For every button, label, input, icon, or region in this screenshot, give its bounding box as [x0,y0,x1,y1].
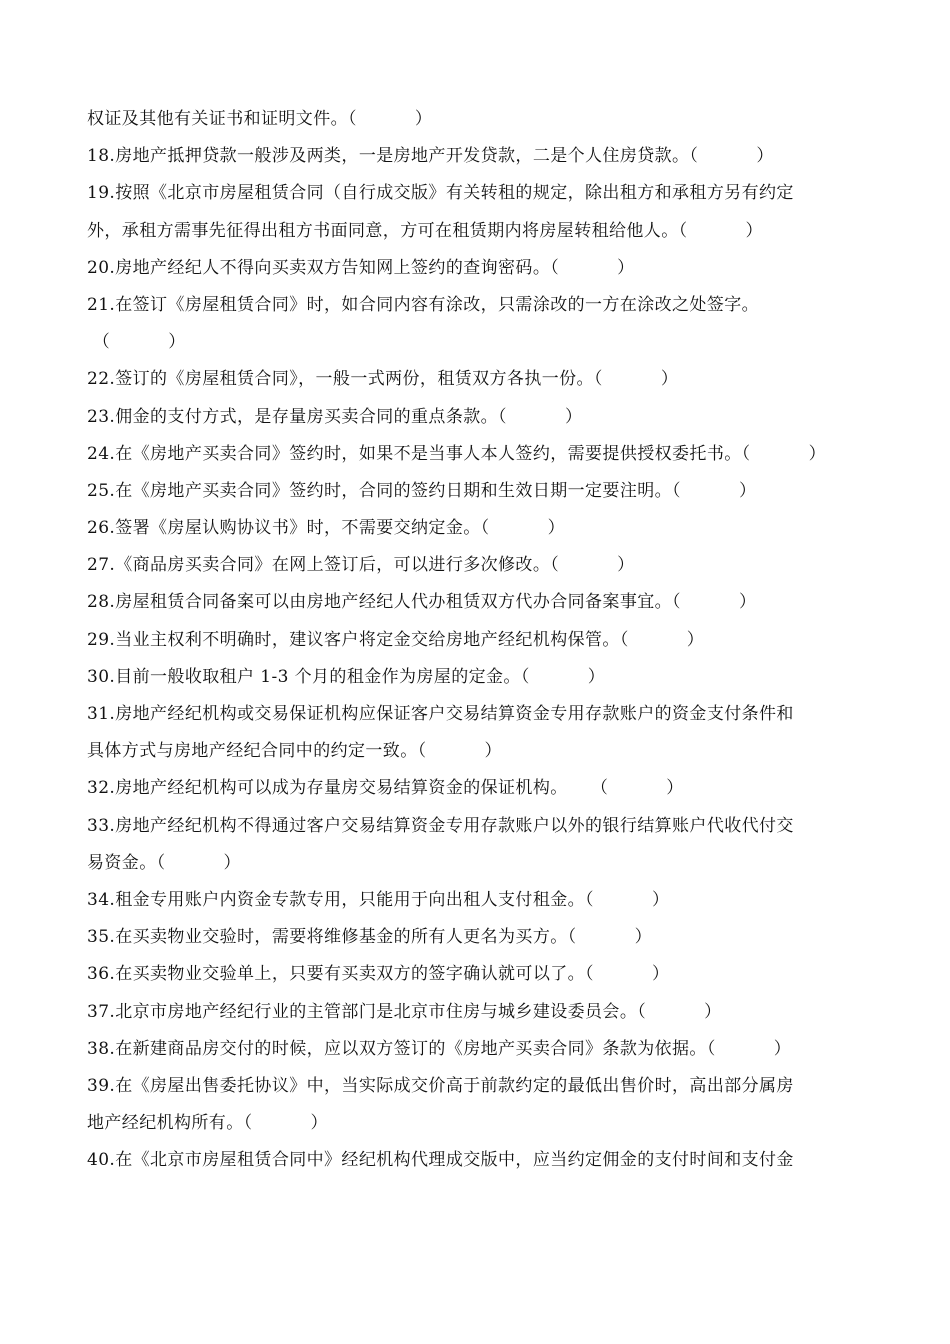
question-32: 32.房地产经纪机构可以成为存量房交易结算资金的保证机构。 （ ） [87,778,684,799]
question-25: 25.在《房地产买卖合同》签约时，合同的签约日期和生效日期一定要注明。（ ） [87,480,757,501]
question-35: 35.在买卖物业交验时，需要将维修基金的所有人更名为买方。（ ） [87,927,652,948]
question-36: 36.在买卖物业交验单上，只要有买卖双方的签字确认就可以了。（ ） [87,964,670,985]
question-23: 23.佣金的支付方式，是存量房买卖合同的重点条款。（ ） [87,406,583,427]
question-38: 38.在新建商品房交付的时候，应以双方签订的《房地产买卖合同》条款为依据。（ ） [87,1038,792,1059]
question-21-line-2: （ ） [87,332,186,353]
question-24: 24.在《房地产买卖合同》签约时，如果不是当事人本人签约，需要提供授权委托书。（ ） [87,443,826,464]
text-line: 权证及其他有关证书和证明文件。（ ） [87,109,433,129]
question-33-line-2: 易资金。（ ） [87,852,241,873]
question-21-line-1: 21.在签订《房屋租赁合同》时，如合同内容有涂改，只需涂改的一方在涂改之处签字。 [87,294,760,315]
question-list [87,101,872,1179]
question-39-line-1: 39.在《房屋出售委托协议》中，当实际成交价高于前款约定的最低出售价时，高出部分属房 [87,1075,794,1096]
question-27: 27.《商品房买卖合同》在网上签订后，可以进行多次修改。（ ） [87,555,635,576]
question-18: 18.房地产抵押贷款一般涉及两类，一是房地产开发贷款，二是个人住房贷款。（ ） [87,146,774,167]
question-34: 34.租金专用账户内资金专款专用，只能用于向出租人支付租金。（ ） [87,889,670,910]
question-39-line-2: 地产经纪机构所有。（ ） [87,1113,328,1134]
question-22: 22.签订的《房屋租赁合同》，一般一式两份，租赁双方各执一份。（ ） [87,369,679,390]
question-37: 37.北京市房地产经纪行业的主管部门是北京市住房与城乡建设委员会。（ ） [87,1001,722,1022]
question-40-line-1: 40.在《北京市房屋租赁合同中》经纪机构代理成交版中，应当约定佣金的支付时间和支付金 [87,1150,794,1171]
question-33-line-1: 33.房地产经纪机构不得通过客户交易结算资金专用存款账户以外的银行结算账户代收代付交 [87,815,794,836]
question-31-line-1: 31.房地产经纪机构或交易保证机构应保证客户交易结算资金专用存款账户的资金支付条件和 [87,704,794,724]
question-20: 20.房地产经纪人不得向买卖双方告知网上签约的查询密码。（ ） [87,257,635,278]
question-19-line-1: 19.按照《北京市房屋租赁合同（自行成交版》有关转租的规定，除出租方和承租方另有约定 [87,183,794,204]
question-31-line-2: 具体方式与房地产经纪合同中的约定一致。（ ） [87,741,502,762]
question-30: 30.目前一般收取租户 1-3 个月的租金作为房屋的定金。（ ） [87,666,606,687]
question-29: 29.当业主权利不明确时，建议客户将定金交给房地产经纪机构保管。（ ） [87,629,705,650]
question-19-line-2: 外，承租方需事先征得出租方书面同意，方可在租赁期内将房屋转租给他人。（ ） [87,220,763,241]
question-28: 28.房屋租赁合同备案可以由房地产经纪人代办租赁双方代办合同备案事宜。（ ） [87,592,757,613]
question-26: 26.签署《房屋认购协议书》时，不需要交纳定金。（ ） [87,518,565,539]
